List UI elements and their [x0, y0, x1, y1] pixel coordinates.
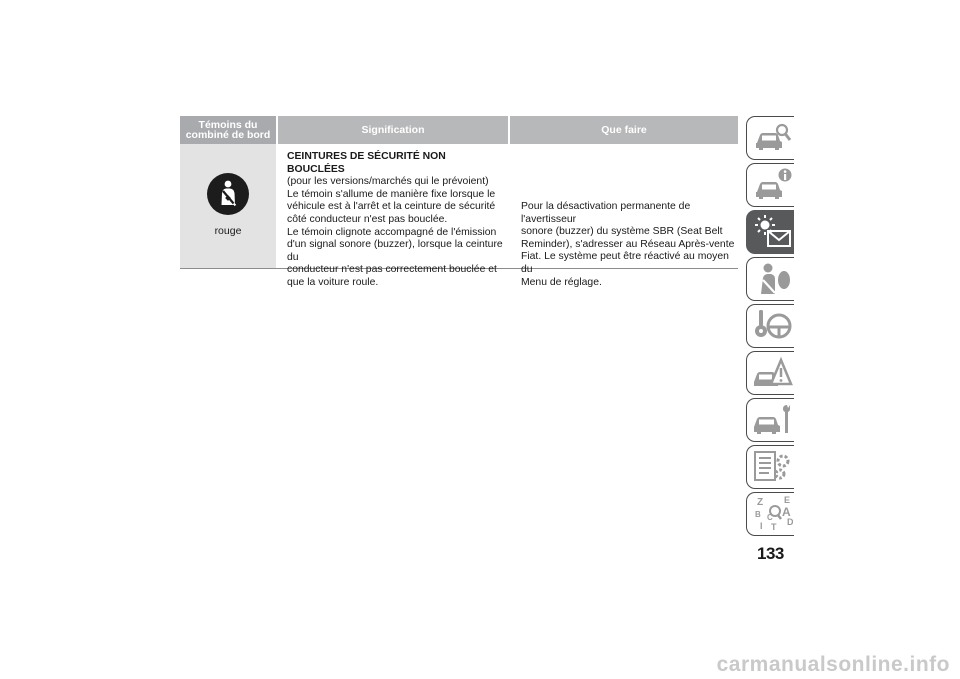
que-faire-line: Menu de réglage.: [521, 276, 602, 288]
signification-line: (pour les versions/marchés qui le prévoient): [287, 176, 489, 188]
svg-text:A: A: [782, 505, 791, 519]
que-faire-line: Fiat. Le système peut être réactivé au moyen du: [521, 251, 729, 275]
tab-warning-lights[interactable]: [746, 210, 794, 254]
tab-maintenance[interactable]: [746, 398, 794, 442]
signification-title: CEINTURES DE SÉCURITÉ NON BOUCLÉES: [287, 151, 446, 175]
car-warning-triangle-icon: [751, 354, 793, 392]
alphabet-index-icon: [751, 495, 793, 533]
table-header: [180, 116, 738, 144]
svg-text:D: D: [787, 517, 793, 527]
que-faire-line: Pour la désactivation permanente de l'avertisseur: [521, 201, 691, 225]
tab-starting-driving[interactable]: [746, 304, 794, 348]
tab-knowing-your-car[interactable]: [746, 116, 794, 160]
tab-technical-data[interactable]: [746, 445, 794, 489]
que-faire-cell: [508, 144, 738, 288]
que-faire-line: Reminder), s'adresser au Réseau Après-vente: [521, 238, 735, 250]
signification-line: Le témoin clignote accompagné de l'émission: [287, 226, 497, 238]
passenger-airbag-icon: [751, 260, 793, 298]
warning-light-color: rouge: [214, 225, 242, 237]
chapter-tabs: [746, 116, 794, 539]
svg-text:Z: Z: [757, 497, 764, 508]
svg-text:I: I: [760, 521, 763, 531]
header-signification: Signification: [278, 116, 510, 144]
svg-text:T: T: [771, 522, 777, 532]
table-row: [180, 144, 738, 288]
tab-emergency[interactable]: [746, 351, 794, 395]
signification-line: d'un signal sonore (buzzer), lorsque la ceinture du: [287, 239, 503, 263]
watermark: carmanualsonline.info: [716, 653, 950, 676]
warning-light-cell: [180, 144, 278, 268]
tab-safety[interactable]: [746, 257, 794, 301]
signification-line: Le témoin s'allume de manière fixe lorsque le: [287, 188, 496, 200]
header-temoins: [180, 116, 278, 144]
signification-line: que la voiture roule.: [287, 276, 379, 288]
signification-line: conducteur n'est pas correctement bouclée et: [287, 264, 497, 276]
car-info-icon: [751, 166, 793, 204]
signification-line: véhicule est à l'arrêt et la ceinture de sécurité: [287, 201, 496, 213]
car-search-icon: [751, 119, 793, 157]
svg-text:E: E: [784, 495, 791, 505]
seatbelt-warning-icon: [207, 173, 249, 215]
signification-line: côté conducteur n'est pas bouclée.: [287, 213, 448, 225]
header-que-faire: Que faire: [601, 124, 647, 136]
warning-light-envelope-icon: [751, 213, 793, 251]
car-wrench-icon: [751, 401, 793, 439]
svg-text:B: B: [755, 510, 761, 519]
key-steering-wheel-icon: [751, 307, 793, 345]
document-gears-icon: [751, 448, 793, 486]
header-temoins-line1: Témoins du: [198, 119, 258, 131]
tab-index[interactable]: [746, 492, 794, 536]
signification-cell: [278, 144, 508, 288]
warning-lights-table: [180, 116, 738, 288]
header-temoins-line2: combiné de bord: [185, 129, 271, 141]
tab-dashboard-info[interactable]: [746, 163, 794, 207]
que-faire-line: sonore (buzzer) du système SBR (Seat Belt: [521, 226, 723, 238]
svg-text:C: C: [767, 513, 773, 522]
page-number: 133: [757, 544, 784, 563]
